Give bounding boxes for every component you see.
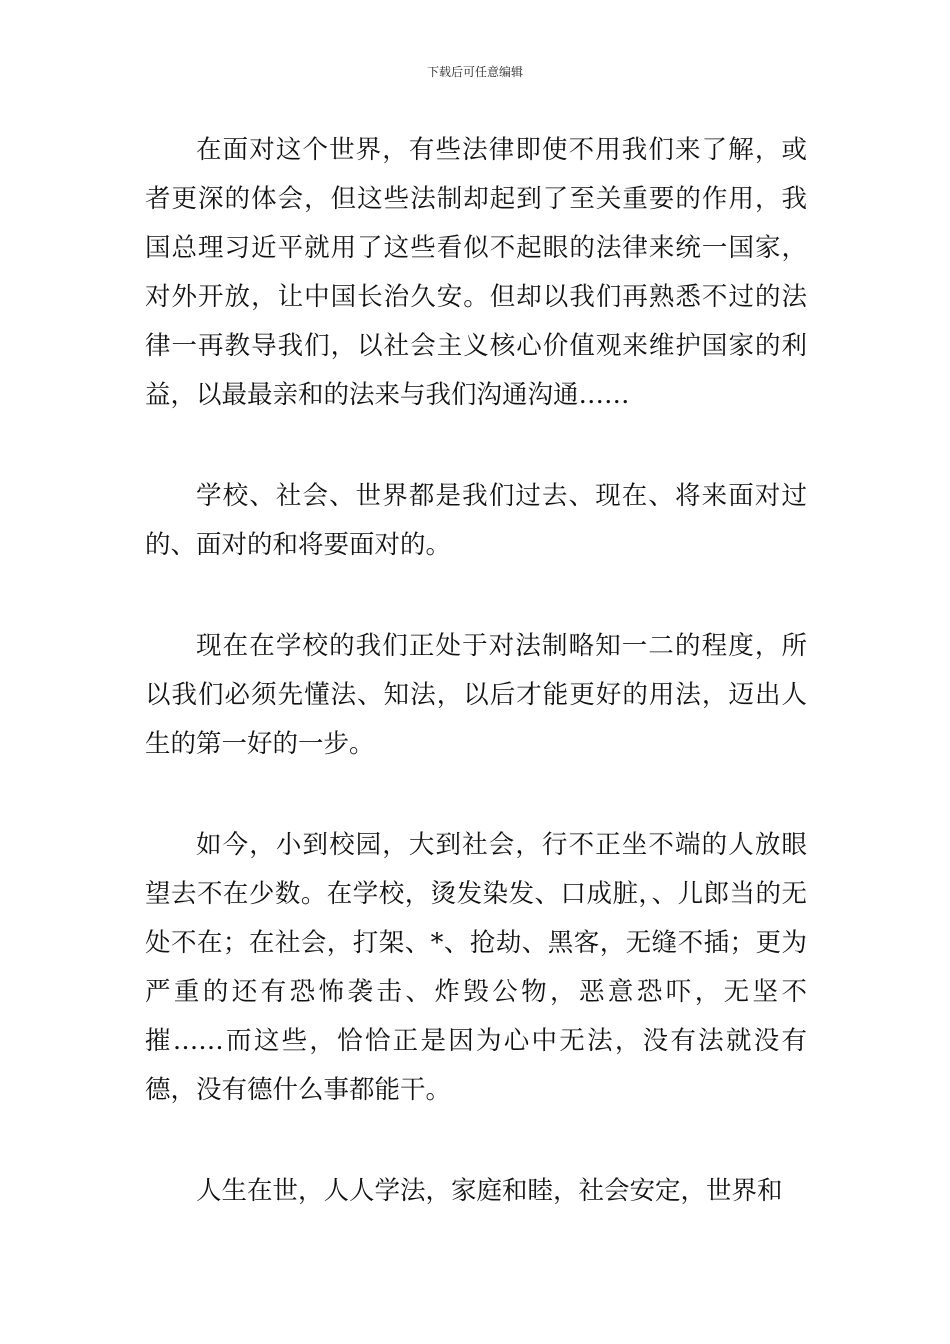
paragraph-1: 在面对这个世界，有些法律即使不用我们来了解，或者更深的体会，但这些法制却起到了至关重要的作用，我国总理习近平就用了这些看似不起眼的法律来统一国家，对外开放，让中国长治久安。但却以我们再熟悉不过的法律一再教导我们，以社会主义核心价值观来维护国家的利益，以最最亲和的法来与我们沟通沟通…… <box>145 135 807 410</box>
page-header-note: 下载后可任意编辑 <box>426 65 523 79</box>
document-body <box>145 126 807 1216</box>
paragraph-3: 现在在学校的我们正处于对法制略知一二的程度，所以我们必须先懂法、知法，以后才能更好的用法，迈出人生的第一好的一步。 <box>145 631 807 759</box>
paragraph-4: 如今，小到校园，大到社会，行不正坐不端的人放眼望去不在少数。在学校，烫发染发、口成脏，、儿郎当的无处不在；在社会，打架、*、抢劫、黑客，无缝不插；更为严重的还有恐怖袭击、炸毁公物，恶意恐吓，无坚不摧……而这些，恰恰正是因为心中无法，没有法就没有德，没有德什么事都能干。 <box>145 830 807 1105</box>
paragraph-5: 人生在世，人人学法，家庭和睦，社会安定，世界和 <box>196 1176 783 1206</box>
paragraph-2: 学校、社会、世界都是我们过去、现在、将来面对过的、面对的和将要面对的。 <box>145 481 807 560</box>
